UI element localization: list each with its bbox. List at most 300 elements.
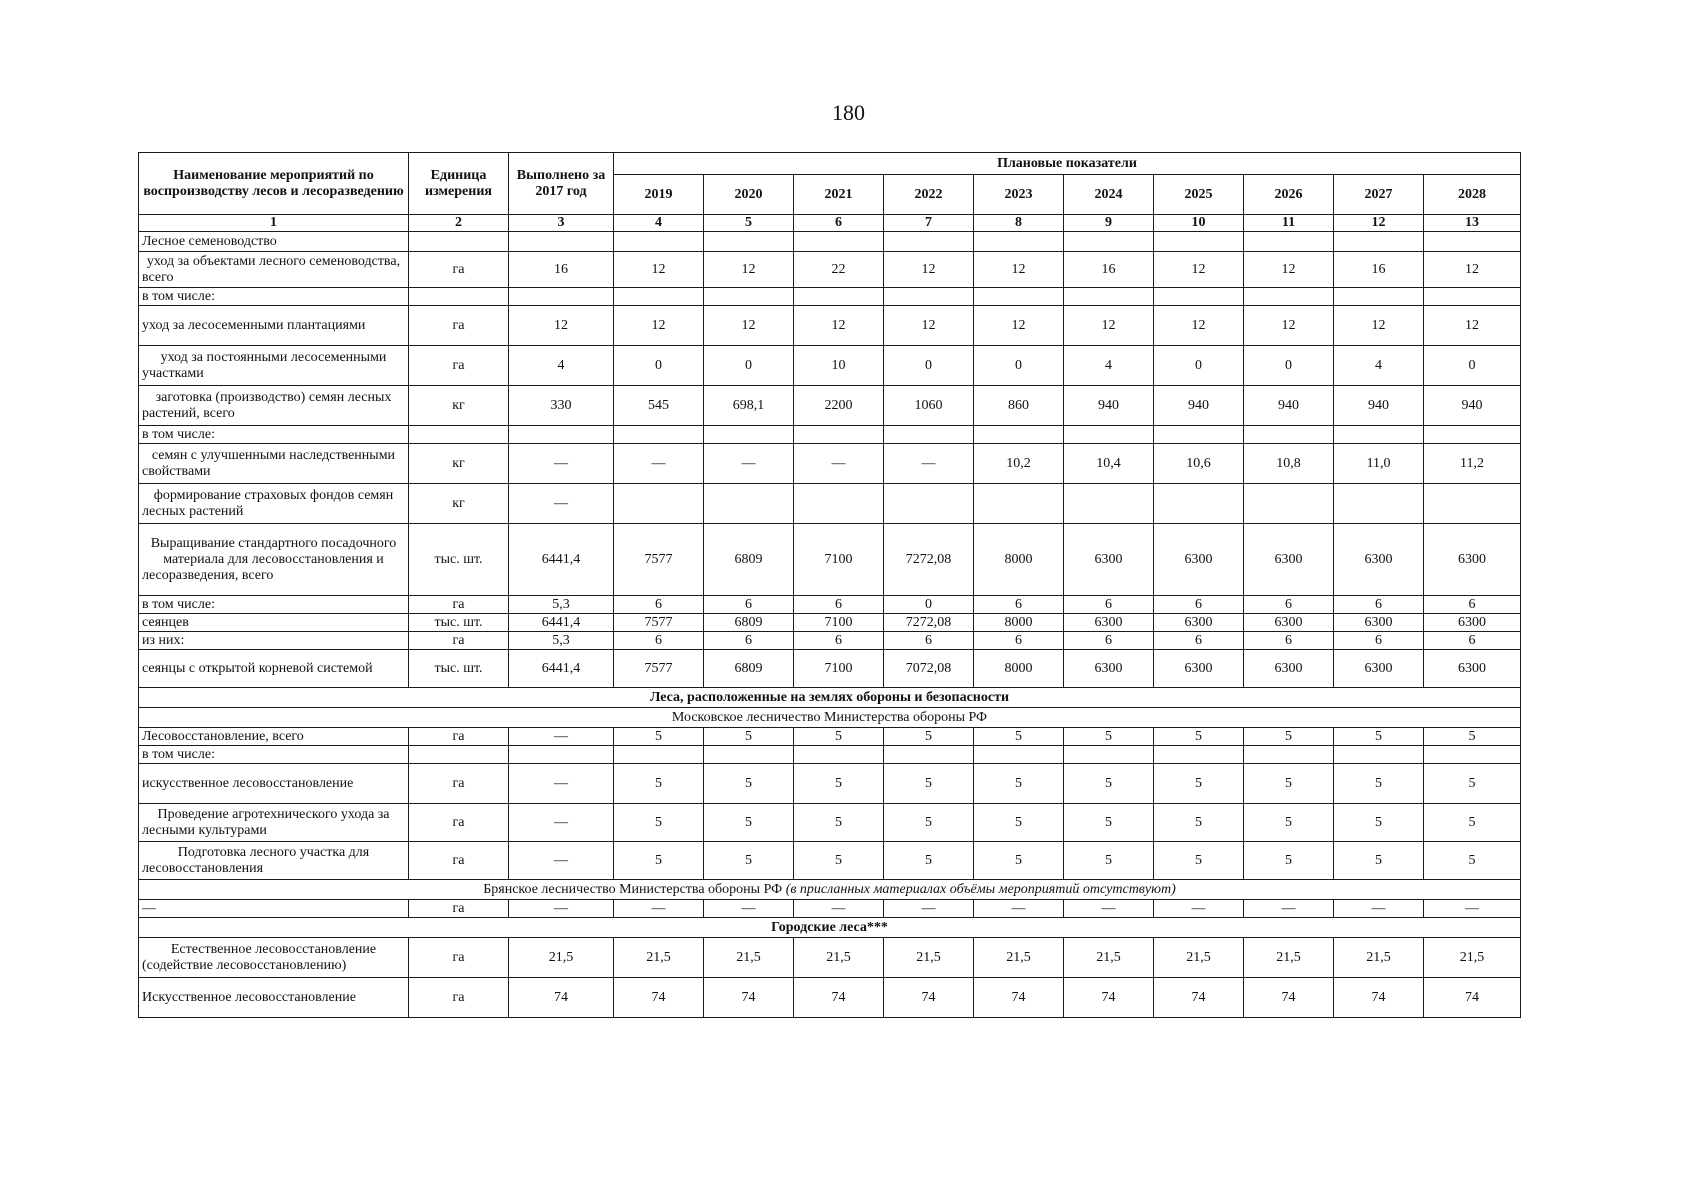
row-value-2027: — <box>1334 900 1424 918</box>
row-value-2025 <box>1154 484 1244 524</box>
row-value-2024: 6 <box>1064 596 1154 614</box>
row-value-2022: 0 <box>884 596 974 614</box>
row-value-2020: 698,1 <box>704 386 794 426</box>
row-name: Лесное семеноводство <box>139 232 409 252</box>
row-value-2022: 1060 <box>884 386 974 426</box>
row-value-2027: 12 <box>1334 306 1424 346</box>
row-unit: га <box>409 900 509 918</box>
column-number: 1 <box>139 215 409 232</box>
row-value-2027: 5 <box>1334 764 1424 804</box>
header-done: Выполнено за 2017 год <box>509 153 614 215</box>
row-done-2017 <box>509 746 614 764</box>
row-value-2026: 6 <box>1244 632 1334 650</box>
row-value-2021 <box>794 746 884 764</box>
row-value-2023: 12 <box>974 252 1064 288</box>
row-value-2023: 6 <box>974 596 1064 614</box>
row-unit <box>409 232 509 252</box>
row-done-2017: 6441,4 <box>509 650 614 688</box>
row-value-2021: — <box>794 900 884 918</box>
column-number: 9 <box>1064 215 1154 232</box>
row-value-2022 <box>884 288 974 306</box>
row-value-2022: 7072,08 <box>884 650 974 688</box>
row-value-2019: 7577 <box>614 650 704 688</box>
row-value-2021: 6 <box>794 632 884 650</box>
row-value-2025: 5 <box>1154 842 1244 880</box>
row-value-2023: 21,5 <box>974 938 1064 978</box>
column-number: 7 <box>884 215 974 232</box>
row-value-2027 <box>1334 746 1424 764</box>
table-row <box>139 596 1521 614</box>
row-value-2020: 5 <box>704 728 794 746</box>
row-value-2027: 16 <box>1334 252 1424 288</box>
row-value-2020: 6809 <box>704 650 794 688</box>
row-value-2027: 4 <box>1334 346 1424 386</box>
row-value-2025 <box>1154 746 1244 764</box>
row-value-2024 <box>1064 746 1154 764</box>
row-value-2020: 12 <box>704 252 794 288</box>
row-value-2023: 8000 <box>974 650 1064 688</box>
table-row <box>139 804 1521 842</box>
row-value-2019 <box>614 426 704 444</box>
row-value-2026 <box>1244 746 1334 764</box>
row-done-2017: — <box>509 804 614 842</box>
header-unit: Единица измерения <box>409 153 509 215</box>
header-name: Наименование мероприятий по воспроизводству лесов и лесоразведению <box>139 153 409 215</box>
header-year-2021: 2021 <box>794 175 884 215</box>
row-value-2027: 6 <box>1334 632 1424 650</box>
row-name: в том числе: <box>139 288 409 306</box>
row-name: семян с улучшенными наследственными свойствами <box>139 444 409 484</box>
row-value-2021: 5 <box>794 764 884 804</box>
row-unit: га <box>409 632 509 650</box>
forest-reproduction-table <box>138 152 1521 1018</box>
row-value-2021: 22 <box>794 252 884 288</box>
row-value-2022 <box>884 746 974 764</box>
row-value-2022: 7272,08 <box>884 614 974 632</box>
row-done-2017 <box>509 232 614 252</box>
row-unit: га <box>409 306 509 346</box>
row-unit: га <box>409 978 509 1018</box>
row-value-2025 <box>1154 426 1244 444</box>
row-value-2024: 4 <box>1064 346 1154 386</box>
row-value-2025: 6300 <box>1154 614 1244 632</box>
row-done-2017 <box>509 288 614 306</box>
row-value-2020: 5 <box>704 842 794 880</box>
row-value-2027 <box>1334 484 1424 524</box>
row-value-2023: — <box>974 900 1064 918</box>
row-name: Проведение агротехнического ухода за лесными культурами <box>139 804 409 842</box>
row-value-2025 <box>1154 232 1244 252</box>
table-row <box>139 688 1521 708</box>
row-value-2021: 6 <box>794 596 884 614</box>
row-value-2020: 5 <box>704 764 794 804</box>
row-done-2017: 12 <box>509 306 614 346</box>
row-unit: га <box>409 938 509 978</box>
row-value-2024: 74 <box>1064 978 1154 1018</box>
row-value-2026: 0 <box>1244 346 1334 386</box>
row-value-2027: 5 <box>1334 842 1424 880</box>
row-value-2026 <box>1244 426 1334 444</box>
row-done-2017 <box>509 426 614 444</box>
row-value-2021: 7100 <box>794 524 884 596</box>
row-value-2023 <box>974 746 1064 764</box>
row-unit: га <box>409 728 509 746</box>
row-done-2017: 5,3 <box>509 596 614 614</box>
row-name: искусственное лесовосстановление <box>139 764 409 804</box>
row-value-2020: 0 <box>704 346 794 386</box>
row-value-2024: 21,5 <box>1064 938 1154 978</box>
row-unit: тыс. шт. <box>409 614 509 632</box>
row-value-2027: 5 <box>1334 804 1424 842</box>
row-name: заготовка (производство) семян лесных растений, всего <box>139 386 409 426</box>
row-value-2020: 6 <box>704 632 794 650</box>
row-value-2024: 6 <box>1064 632 1154 650</box>
row-unit: га <box>409 842 509 880</box>
header-year-2024: 2024 <box>1064 175 1154 215</box>
row-value-2020: 21,5 <box>704 938 794 978</box>
row-value-2028: 5 <box>1424 728 1521 746</box>
row-value-2023: 74 <box>974 978 1064 1018</box>
row-value-2027 <box>1334 288 1424 306</box>
table-row <box>139 880 1521 900</box>
row-value-2021: 10 <box>794 346 884 386</box>
row-value-2023 <box>974 426 1064 444</box>
row-value-2028 <box>1424 746 1521 764</box>
row-unit: га <box>409 252 509 288</box>
row-value-2022 <box>884 426 974 444</box>
row-value-2023: 5 <box>974 804 1064 842</box>
page-number: 180 <box>832 100 865 125</box>
row-value-2027: 6300 <box>1334 524 1424 596</box>
row-value-2022 <box>884 232 974 252</box>
row-value-2020: 6809 <box>704 524 794 596</box>
table-row <box>139 306 1521 346</box>
row-value-2026: 6300 <box>1244 614 1334 632</box>
row-value-2025: 5 <box>1154 728 1244 746</box>
section-title: Городские леса*** <box>139 918 1521 938</box>
row-value-2024: 5 <box>1064 804 1154 842</box>
row-done-2017: — <box>509 900 614 918</box>
table-row <box>139 746 1521 764</box>
row-value-2023: 0 <box>974 346 1064 386</box>
row-value-2021: 7100 <box>794 650 884 688</box>
row-name: уход за объектами лесного семеноводства, всего <box>139 252 409 288</box>
header-year-2023: 2023 <box>974 175 1064 215</box>
row-name: сеянцев <box>139 614 409 632</box>
row-value-2024: 940 <box>1064 386 1154 426</box>
row-name: Лесовосстановление, всего <box>139 728 409 746</box>
row-value-2021: 5 <box>794 804 884 842</box>
row-value-2024: 6300 <box>1064 524 1154 596</box>
row-value-2025: 5 <box>1154 764 1244 804</box>
row-value-2026: 74 <box>1244 978 1334 1018</box>
row-value-2028 <box>1424 484 1521 524</box>
row-done-2017: 6441,4 <box>509 524 614 596</box>
row-value-2023: 6 <box>974 632 1064 650</box>
row-done-2017: 6441,4 <box>509 614 614 632</box>
row-done-2017: — <box>509 484 614 524</box>
row-value-2019: 74 <box>614 978 704 1018</box>
row-value-2024: — <box>1064 900 1154 918</box>
row-unit: кг <box>409 444 509 484</box>
row-name: Подготовка лесного участка для лесовосстановления <box>139 842 409 880</box>
row-value-2022: 7272,08 <box>884 524 974 596</box>
row-value-2022: — <box>884 900 974 918</box>
row-value-2019 <box>614 288 704 306</box>
row-value-2019: 12 <box>614 306 704 346</box>
row-value-2021: 21,5 <box>794 938 884 978</box>
column-number: 4 <box>614 215 704 232</box>
row-value-2027: 6300 <box>1334 650 1424 688</box>
row-value-2019: — <box>614 900 704 918</box>
row-value-2025: 5 <box>1154 804 1244 842</box>
row-unit: га <box>409 346 509 386</box>
table-row <box>139 426 1521 444</box>
column-number: 12 <box>1334 215 1424 232</box>
row-value-2028 <box>1424 426 1521 444</box>
row-value-2020 <box>704 232 794 252</box>
row-value-2025: 6 <box>1154 632 1244 650</box>
row-value-2028: 12 <box>1424 306 1521 346</box>
row-value-2025: 940 <box>1154 386 1244 426</box>
row-value-2022: 21,5 <box>884 938 974 978</box>
row-value-2019: 6 <box>614 596 704 614</box>
row-unit: га <box>409 596 509 614</box>
table-row <box>139 728 1521 746</box>
row-value-2028 <box>1424 232 1521 252</box>
row-value-2021: 74 <box>794 978 884 1018</box>
table-row <box>139 252 1521 288</box>
row-value-2023: 8000 <box>974 524 1064 596</box>
row-value-2019: 5 <box>614 764 704 804</box>
table-row <box>139 764 1521 804</box>
row-value-2019 <box>614 232 704 252</box>
row-value-2021 <box>794 426 884 444</box>
row-value-2028: 0 <box>1424 346 1521 386</box>
row-value-2021: 12 <box>794 306 884 346</box>
row-value-2025: 12 <box>1154 306 1244 346</box>
row-value-2026: 12 <box>1244 306 1334 346</box>
table-row <box>139 938 1521 978</box>
column-number: 6 <box>794 215 884 232</box>
row-value-2021: 5 <box>794 842 884 880</box>
row-unit: тыс. шт. <box>409 650 509 688</box>
row-value-2020: 6809 <box>704 614 794 632</box>
row-value-2027: 5 <box>1334 728 1424 746</box>
row-value-2028: — <box>1424 900 1521 918</box>
row-value-2019: 6 <box>614 632 704 650</box>
row-value-2026: 940 <box>1244 386 1334 426</box>
row-value-2028: 6300 <box>1424 650 1521 688</box>
row-name: уход за лесосеменными плантациями <box>139 306 409 346</box>
table-row <box>139 386 1521 426</box>
row-value-2025: 6 <box>1154 596 1244 614</box>
row-value-2022: 12 <box>884 252 974 288</box>
row-value-2026: 5 <box>1244 804 1334 842</box>
row-value-2024: 6300 <box>1064 650 1154 688</box>
row-value-2028: 21,5 <box>1424 938 1521 978</box>
row-value-2024: 5 <box>1064 842 1154 880</box>
row-value-2019: 5 <box>614 728 704 746</box>
header-year-2020: 2020 <box>704 175 794 215</box>
table-body <box>139 232 1521 1018</box>
row-value-2028: 940 <box>1424 386 1521 426</box>
row-value-2024: 5 <box>1064 764 1154 804</box>
row-value-2021: — <box>794 444 884 484</box>
row-value-2020 <box>704 746 794 764</box>
row-value-2022 <box>884 484 974 524</box>
header-year-2026: 2026 <box>1244 175 1334 215</box>
row-value-2028: 6300 <box>1424 614 1521 632</box>
row-value-2022: 5 <box>884 764 974 804</box>
row-value-2028: 6 <box>1424 596 1521 614</box>
row-value-2019 <box>614 746 704 764</box>
row-value-2023 <box>974 484 1064 524</box>
row-name: Естественное лесовосстановление (содействие лесовосстановлению) <box>139 938 409 978</box>
column-number: 10 <box>1154 215 1244 232</box>
row-value-2024: 6300 <box>1064 614 1154 632</box>
row-value-2019: 21,5 <box>614 938 704 978</box>
row-unit: га <box>409 764 509 804</box>
table-row <box>139 650 1521 688</box>
row-value-2025: 6300 <box>1154 524 1244 596</box>
row-value-2021: 5 <box>794 728 884 746</box>
row-done-2017: 16 <box>509 252 614 288</box>
row-done-2017: — <box>509 728 614 746</box>
table-row <box>139 632 1521 650</box>
column-number: 11 <box>1244 215 1334 232</box>
column-number: 8 <box>974 215 1064 232</box>
row-value-2021 <box>794 232 884 252</box>
row-value-2022: 5 <box>884 842 974 880</box>
row-value-2027: 11,0 <box>1334 444 1424 484</box>
row-value-2020 <box>704 484 794 524</box>
row-value-2025: 6300 <box>1154 650 1244 688</box>
row-value-2020 <box>704 426 794 444</box>
row-unit <box>409 426 509 444</box>
subsection-note: (в присланных материалах объёмы мероприятий отсутствуют) <box>785 881 1176 897</box>
row-value-2023: 10,2 <box>974 444 1064 484</box>
table-row <box>139 444 1521 484</box>
header-year-2027: 2027 <box>1334 175 1424 215</box>
row-value-2025: 21,5 <box>1154 938 1244 978</box>
row-value-2027: 6300 <box>1334 614 1424 632</box>
row-value-2027 <box>1334 426 1424 444</box>
row-value-2025: 12 <box>1154 252 1244 288</box>
row-value-2025: 74 <box>1154 978 1244 1018</box>
row-value-2024: 10,4 <box>1064 444 1154 484</box>
row-value-2026: 6300 <box>1244 650 1334 688</box>
row-value-2019: — <box>614 444 704 484</box>
table-row <box>139 918 1521 938</box>
subsection-title: Московское лесничество Министерства обороны РФ <box>139 708 1521 728</box>
row-value-2027 <box>1334 232 1424 252</box>
table-row <box>139 484 1521 524</box>
row-value-2020: 12 <box>704 306 794 346</box>
header-year-2019: 2019 <box>614 175 704 215</box>
table-row <box>139 232 1521 252</box>
row-done-2017: — <box>509 764 614 804</box>
row-value-2026: 10,8 <box>1244 444 1334 484</box>
row-value-2024: 16 <box>1064 252 1154 288</box>
subsection-name: Брянское лесничество Министерства обороны РФ <box>483 881 783 897</box>
row-value-2026: 6300 <box>1244 524 1334 596</box>
row-value-2024: 12 <box>1064 306 1154 346</box>
row-value-2024: 5 <box>1064 728 1154 746</box>
row-value-2022: 0 <box>884 346 974 386</box>
row-value-2028: 5 <box>1424 764 1521 804</box>
row-value-2026: — <box>1244 900 1334 918</box>
table-row <box>139 614 1521 632</box>
row-value-2028 <box>1424 288 1521 306</box>
row-value-2026: 5 <box>1244 728 1334 746</box>
row-unit: га <box>409 804 509 842</box>
row-value-2026: 21,5 <box>1244 938 1334 978</box>
row-value-2028: 74 <box>1424 978 1521 1018</box>
row-value-2023: 8000 <box>974 614 1064 632</box>
row-value-2026: 12 <box>1244 252 1334 288</box>
row-value-2023: 5 <box>974 842 1064 880</box>
row-value-2023 <box>974 232 1064 252</box>
row-value-2027: 74 <box>1334 978 1424 1018</box>
row-value-2023: 5 <box>974 764 1064 804</box>
row-value-2028: 6300 <box>1424 524 1521 596</box>
header-column-numbers <box>139 215 1521 232</box>
row-done-2017: 4 <box>509 346 614 386</box>
table-row <box>139 900 1521 918</box>
row-name: уход за постоянными лесосеменными участками <box>139 346 409 386</box>
row-name: из них: <box>139 632 409 650</box>
subsection-title <box>139 880 1521 900</box>
row-value-2026 <box>1244 288 1334 306</box>
row-name: — <box>139 900 409 918</box>
row-value-2024 <box>1064 426 1154 444</box>
column-number: 13 <box>1424 215 1521 232</box>
row-done-2017: — <box>509 842 614 880</box>
row-value-2020: 6 <box>704 596 794 614</box>
row-value-2020: 74 <box>704 978 794 1018</box>
row-value-2027: 6 <box>1334 596 1424 614</box>
row-value-2022: 12 <box>884 306 974 346</box>
column-number: 5 <box>704 215 794 232</box>
row-value-2028: 5 <box>1424 842 1521 880</box>
header-year-2025: 2025 <box>1154 175 1244 215</box>
row-value-2023: 12 <box>974 306 1064 346</box>
row-value-2021 <box>794 484 884 524</box>
row-value-2020 <box>704 288 794 306</box>
row-value-2022: 5 <box>884 804 974 842</box>
row-name: формирование страховых фондов семян лесных растений <box>139 484 409 524</box>
row-value-2019: 5 <box>614 842 704 880</box>
row-done-2017: 21,5 <box>509 938 614 978</box>
row-value-2022: 5 <box>884 728 974 746</box>
row-value-2028: 5 <box>1424 804 1521 842</box>
row-name: Искусственное лесовосстановление <box>139 978 409 1018</box>
row-done-2017: 330 <box>509 386 614 426</box>
row-value-2019: 545 <box>614 386 704 426</box>
row-value-2023: 5 <box>974 728 1064 746</box>
row-value-2026: 5 <box>1244 842 1334 880</box>
row-value-2019: 12 <box>614 252 704 288</box>
row-name: в том числе: <box>139 746 409 764</box>
row-unit: кг <box>409 386 509 426</box>
row-unit <box>409 746 509 764</box>
row-value-2023 <box>974 288 1064 306</box>
row-done-2017: 74 <box>509 978 614 1018</box>
row-value-2021: 2200 <box>794 386 884 426</box>
row-value-2022: 74 <box>884 978 974 1018</box>
row-value-2022: 6 <box>884 632 974 650</box>
